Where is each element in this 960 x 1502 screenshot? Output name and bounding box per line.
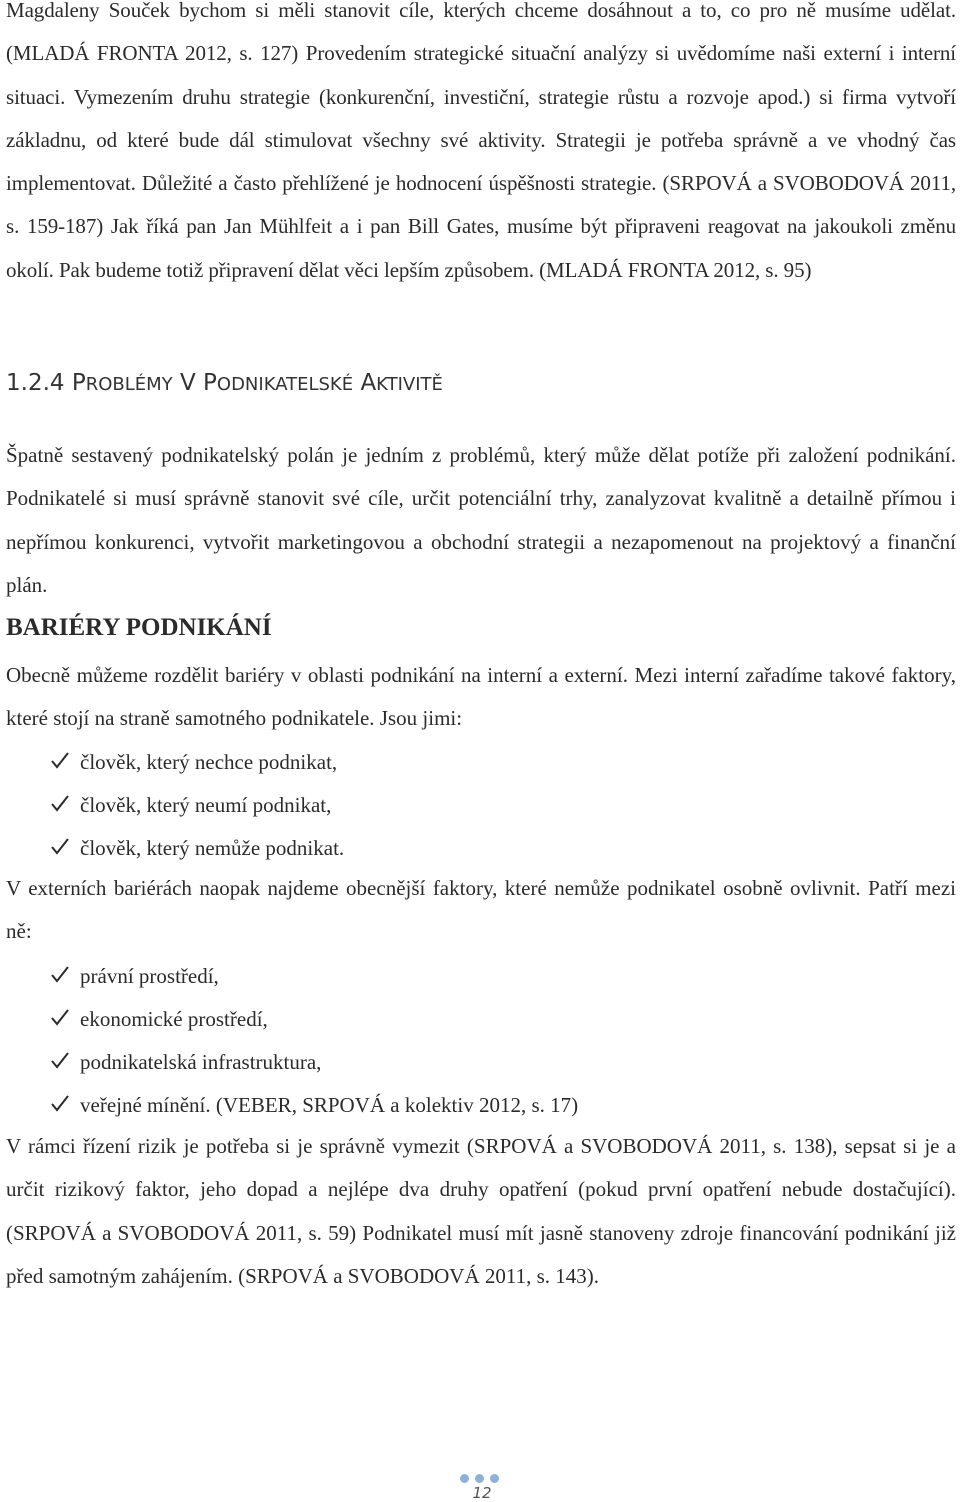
checkmark-icon (50, 1050, 70, 1070)
paragraph-risk-management: V rámci řízení rizik je potřeba si je správně vymezit (SRPOVÁ a SVOBODOVÁ 2011, s. 138), sepsat si je a určit rizikový faktor, jeho dopad a nejlépe dva druhy opatření (pokud první opatření nebude dostačující). (SRPOVÁ a SVOBODOVÁ 2011, s. 59) Podnikatel musí mít jasně stanoveny zdroje financování podnikání již před samotným zahájením. (SRPOVÁ a SVOBODOVÁ 2011, s. 143). (6, 1134, 956, 1288)
list-item-text: ekonomické prostředí, (80, 1007, 268, 1031)
list-item-text: člověk, který nemůže podnikat. (80, 836, 345, 860)
list-item (50, 1041, 578, 1084)
list-item-text: veřejné mínění. (VEBER, SRPOVÁ a kolektiv 2012, s. 17) (80, 1093, 579, 1117)
list-item (50, 1084, 578, 1127)
three-dots-icon (460, 1474, 504, 1484)
checkmark-icon (50, 964, 70, 984)
page-number: 12 (472, 1484, 492, 1502)
internal-barriers-list (50, 741, 344, 870)
paragraph-problems: Špatně sestavený podnikatelský polán je jedním z problémů, který může dělat potíže při založení podnikání. Podnikatelé si musí správně stanovit své cíle, určit potenciální trhy, zanalyzovat kvalitně a detailně přímou i nepřímou konkurenci, vytvořit marketingovou a obchodní strategii a nezapomenout na projektový a finanční plán. (6, 443, 956, 597)
paragraph-external-barriers: V externích bariérách naopak najdeme obecnější faktory, které nemůže podnikatel osobně ovlivnit. Patří mezi ně: (6, 876, 956, 944)
section-title: PROBLÉMY V PODNIKATELSKÉ AKTIVITĚ (71, 370, 443, 396)
paragraph-barriers-intro: Obecně můžeme rozdělit bariéry v oblasti podnikání na interní a externí. Mezi interní zařadíme takové faktory, které stojí na straně samotného podnikatele. Jsou jimi: (6, 663, 956, 731)
list-item (50, 827, 344, 870)
list-item (50, 784, 344, 827)
checkmark-icon (50, 750, 70, 770)
list-item-text: podnikatelská infrastruktura, (80, 1050, 322, 1074)
checkmark-icon (50, 793, 70, 813)
subheading-barriers: BARIÉRY PODNIKÁNÍ (6, 614, 272, 641)
list-item-text: právní prostředí, (80, 964, 219, 988)
section-number: 1.2.4 (6, 370, 65, 396)
paragraph-strategy: Magdaleny Souček bychom si měli stanovit cíle, kterých chceme dosáhnout a to, co pro ně musíme udělat. (MLADÁ FRONTA 2012, s. 127) Provedením strategické situační analýzy si uvědomíme naši externí i interní situaci. Vymezením druhu strategie (konkurenční, investiční, strategie růstu a rozvoje apod.) si firma vytvoří základnu, od které bude dál stimulovat všechny své aktivity. Strategii je potřeba správně a ve vhodný čas implementovat. Důležité a často přehlížené je hodnocení úspěšnosti strategie. (SRPOVÁ a SVOBODOVÁ 2011, s. 159-187) Jak říká pan Jan Mühlfeit a i pan Bill Gates, musíme být připraveni reagovat na jakoukoli změnu okolí. Pak budeme totiž připravení dělat věci lepším způsobem. (MLADÁ FRONTA 2012, s. 95) (6, 0, 956, 282)
list-item (50, 741, 344, 784)
checkmark-icon (50, 1007, 70, 1027)
section-heading (6, 363, 443, 405)
external-barriers-list (50, 955, 578, 1127)
list-item (50, 998, 578, 1041)
checkmark-icon (50, 836, 70, 856)
list-item-text: člověk, který nechce podnikat, (80, 750, 338, 774)
list-item (50, 955, 578, 998)
checkmark-icon (50, 1093, 70, 1113)
list-item-text: člověk, který neumí podnikat, (80, 793, 332, 817)
